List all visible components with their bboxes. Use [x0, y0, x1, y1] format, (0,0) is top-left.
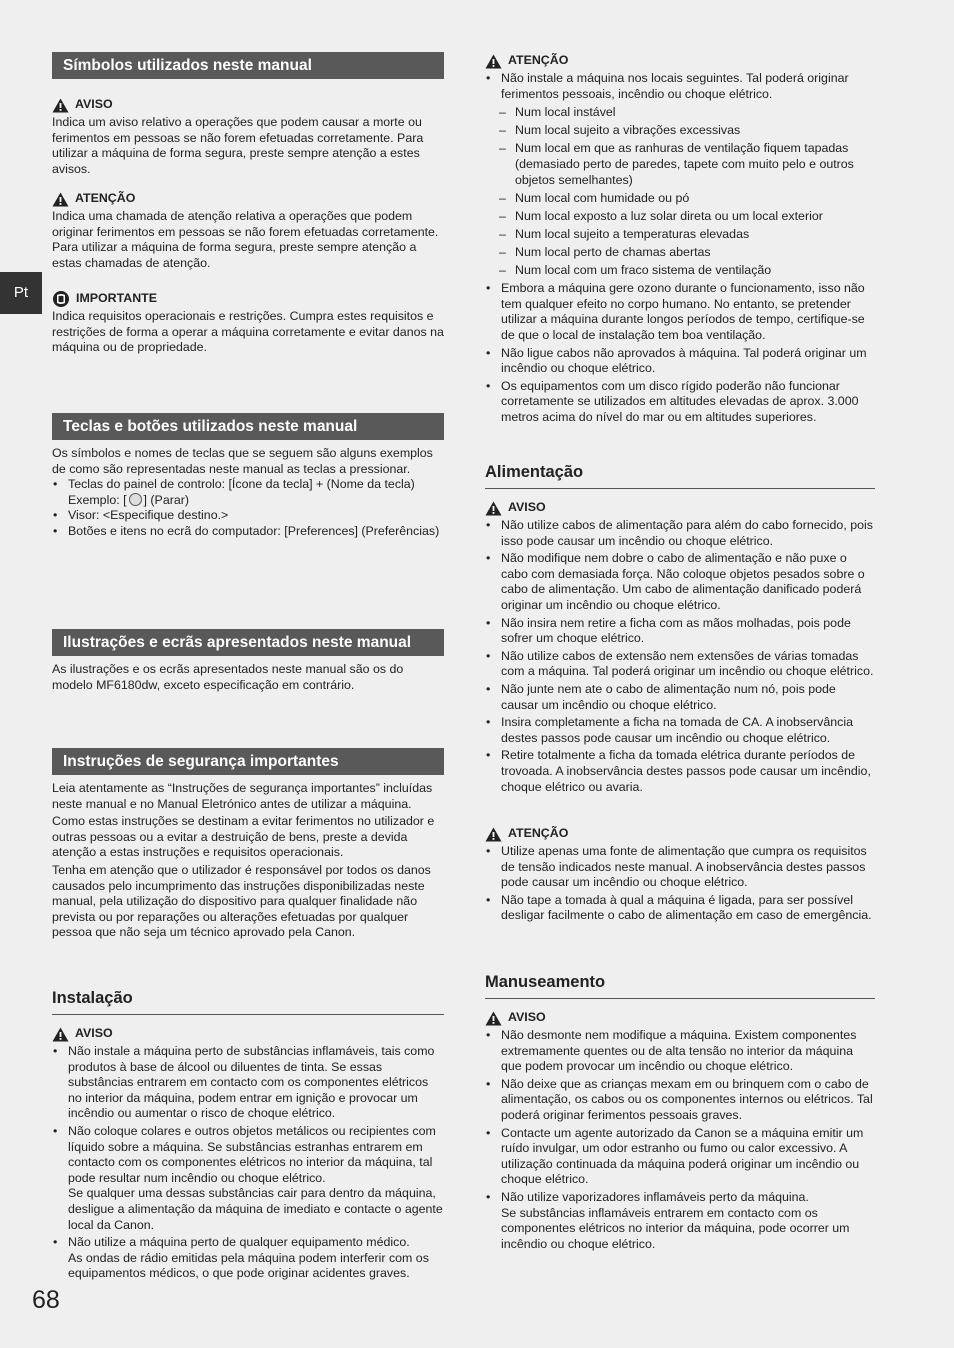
atencao-label: ATENÇÃO [508, 826, 569, 841]
atencao-block [52, 189, 444, 271]
safety-body [52, 781, 444, 941]
list-item: • Utilize apenas uma fonte de alimentação que cumpra os requisitos de tensão indicados neste manual. A inobservância destes passos pode causar um incêndio ou choque elétrico. [485, 844, 875, 891]
list-item: • Não utilize vaporizadores inflamáveis perto da máquina. Se substâncias inflamáveis entrarem em contacto com os componentes elétricos no interior da máquina, pode ocorrer um incêndio ou choque elétrico. [485, 1190, 875, 1252]
warning-icon [52, 98, 69, 113]
aviso-label: AVISO [75, 1026, 113, 1041]
list-item: • Botões e itens no ecrã do computador: [Preferences] (Preferências) [52, 524, 444, 540]
handling-aviso-list [485, 1028, 875, 1252]
aviso-description: Indica um aviso relativo a operações que podem causar a morte ou ferimentos em pessoas se não forem efetuadas corretamente. Para utilizar a máquina de forma segura, preste sempre atenção a estes avisos. [52, 115, 424, 176]
install-atencao-list [485, 71, 875, 425]
illustrations-text: As ilustrações e os ecrãs apresentados neste manual são os do modelo MF6180dw, exceto especificação em contrário. [52, 662, 404, 692]
dash-item: – Num local instável [485, 105, 875, 121]
safety-paragraph: Tenha em atenção que o utilizador é responsável por todos os danos causados pelo incumprimento das instruções disponibilizadas neste manual, pela utilização do dispositivo para qualquer finalidade não prevista ou por reparações ou alterações efetuadas por qualquer pessoa que não seja um técnico aprovado pela Canon. [52, 862, 431, 940]
dash-item: – Num local sujeito a temperaturas elevadas [485, 227, 875, 243]
page-number: 68 [32, 1286, 60, 1314]
list-item: • Não insira nem retire a ficha com as mãos molhadas, pois pode sofrer um choque elétrico. [485, 616, 875, 647]
power-atencao-list [485, 844, 875, 924]
list-item: • Não deixe que as crianças mexam em ou brinquem com o cabo de alimentação, os cabos ou os componentes internos ou elétricos. Tal poderá originar ferimentos pessoais graves. [485, 1077, 875, 1124]
atencao-label: ATENÇÃO [75, 191, 136, 206]
list-item: • Não desmonte nem modifique a máquina. Existem componentes extremamente quentes ou de alta tensão no interior da máquina que podem provocar um incêndio ou choque elétrico. [485, 1028, 875, 1075]
list-item: • Contacte um agente autorizado da Canon se a máquina emitir um ruído invulgar, um odor estranho ou fumo ou calor excessivo. A utilização continuada da máquina poderá originar um incêndio ou choque elétrico. [485, 1126, 875, 1188]
install-atencao-block [485, 51, 875, 425]
importante-description: Indica requisitos operacionais e restrições. Cumpra estes requisitos e restrições de forma a operar a máquina corretamente e evitar danos na máquina ou de propriedade. [52, 309, 444, 355]
aviso-label: AVISO [75, 97, 113, 112]
list-item: • Retire totalmente a ficha da tomada elétrica durante períodos de trovoada. A inobservância destes passos pode causar um incêndio, choque elétrico ou avaria. [485, 748, 875, 795]
list-item: • Insira completamente a ficha na tomada de CA. A inobservância destes passos pode causar um incêndio ou choque elétrico. [485, 715, 875, 746]
warning-icon [52, 192, 69, 207]
keys-intro: Os símbolos e nomes de teclas que se seguem são alguns exemplos de como são representadas neste manual as teclas a pressionar. [52, 446, 433, 476]
keys-list [52, 477, 444, 539]
heading-alimentacao: Alimentação [485, 462, 875, 489]
handling-aviso-block [485, 1008, 875, 1252]
aviso-label: AVISO [508, 500, 546, 515]
warning-icon [485, 501, 502, 516]
power-aviso-list [485, 518, 875, 795]
aviso-block [52, 95, 444, 177]
importante-label: IMPORTANTE [76, 291, 157, 306]
list-item: • Não ligue cabos não aprovados à máquina. Tal poderá originar um incêndio ou choque elétrico. [485, 346, 875, 377]
dash-item: – Num local exposto a luz solar direta ou um local exterior [485, 209, 875, 225]
heading-instalacao: Instalação [52, 988, 444, 1015]
important-icon [52, 290, 70, 308]
dash-item: – Num local perto de chamas abertas [485, 245, 875, 261]
list-item: • Não utilize a máquina perto de qualquer equipamento médico. As ondas de rádio emitidas pela máquina podem interferir com os equipamentos médicos, o que pode originar acidentes graves. [52, 1235, 444, 1282]
warning-icon [485, 1011, 502, 1026]
list-item: • Não utilize cabos de extensão nem extensões de várias tomadas com a máquina. Tal poderá originar um incêndio ou choque elétrico. [485, 649, 875, 680]
keys-body [52, 446, 444, 540]
safety-paragraph: Leia atentamente as “Instruções de segurança importantes” incluídas neste manual e no Manual Eletrónico antes de utilizar a máquina. [52, 781, 433, 811]
list-item: • Não tape a tomada à qual a máquina é ligada, para ser possível desligar facilmente o cabo de alimentação em caso de emergência. [485, 893, 875, 924]
heading-manuseamento: Manuseamento [485, 972, 875, 999]
illustrations-body [52, 662, 444, 693]
list-item: • Embora a máquina gere ozono durante o funcionamento, isso não tem qualquer efeito no corpo humano. No entanto, se pretender utilizar a máquina durante longos períodos de tempo, certifique-se de que o local de instalação tem boa ventilação. [485, 281, 875, 343]
aviso-label: AVISO [508, 1010, 546, 1025]
list-item: • Os equipamentos com um disco rígido poderão não funcionar corretamente se utilizados em altitudes elevadas de aprox. 3.000 metros acima do nível do mar ou em altitudes superiores. [485, 379, 875, 426]
importante-block [52, 289, 444, 356]
safety-paragraph: Como estas instruções se destinam a evitar ferimentos no utilizador e outras pessoas ou a evitar a destruição de bens, preste a devida atenção a estas instruções e requisitos operacionais. [52, 814, 435, 860]
list-item: • Não modifique nem dobre o cabo de alimentação e não puxe o cabo com demasiada força. Não coloque objetos pesados sobre o cabo de alimentação. Um cabo de alimentação danificado poderá originar um incêndio ou choque elétrico. [485, 551, 875, 613]
warning-icon [485, 54, 502, 69]
section-title-keys: Teclas e botões utilizados neste manual [52, 413, 444, 440]
warning-icon [485, 827, 502, 842]
list-item: • Não utilize cabos de alimentação para além do cabo fornecido, pois isso pode causar um incêndio ou choque elétrico. [485, 518, 875, 549]
list-item: • Não instale a máquina nos locais seguintes. Tal poderá originar ferimentos pessoais, incêndio ou choque elétrico. – Num local instável – Num local sujeito a vibrações excessivas – Num local em que as ranhuras de ventilação fiquem tapadas (demasiado perto de paredes, tapete com muito pelo e outros objetos semelhantes) – Num local com humidade ou pó – Num local exposto a luz solar direta ou um local exterior – Num local sujeito a temperaturas elevadas – Num local perto de chamas abertas – Num local com um fraco sistema de ventilação [485, 71, 875, 279]
warning-icon [52, 1027, 69, 1042]
list-item: • Não instale a máquina perto de substâncias inflamáveis, tais como produtos à base de álcool ou diluentes de tinta. Se essas substâncias entrarem em contacto com os componentes elétricos no interior da máquina, podem entrar em ignição e provocar um incêndio ou aumentar o risco de choque elétrico. [52, 1044, 444, 1122]
power-atencao-block [485, 824, 875, 924]
language-tab: Pt [0, 272, 42, 314]
list-item: • Visor: <Especifique destino.> [52, 508, 444, 524]
install-aviso-block [52, 1024, 444, 1282]
dash-item: – Num local com humidade ou pó [485, 191, 875, 207]
power-aviso-block [485, 498, 875, 795]
atencao-label: ATENÇÃO [508, 53, 569, 68]
dash-item: – Num local em que as ranhuras de ventilação fiquem tapadas (demasiado perto de paredes, tapete com muito pelo e outros objetos semelhantes) [485, 141, 875, 188]
list-item: • Não coloque colares e outros objetos metálicos ou recipientes com líquido sobre a máquina. Se substâncias estranhas entrarem em contacto com os componentes elétricos no interior da máquina, tal pode resultar num incêndio ou choque elétrico. Se qualquer uma dessas substâncias cair para dentro da máquina, desligue a alimentação da máquina de imediato e contacte o agente local da Canon. [52, 1124, 444, 1233]
dash-item: – Num local sujeito a vibrações excessivas [485, 123, 875, 139]
section-title-safety: Instruções de segurança importantes [52, 748, 444, 775]
location-list [485, 105, 875, 278]
stop-key-icon [129, 493, 142, 506]
list-item: • Teclas do painel de controlo: [Ícone da tecla] + (Nome da tecla) Exemplo: [ ] (Parar) [52, 477, 444, 508]
install-aviso-list [52, 1044, 444, 1282]
section-title-symbols: Símbolos utilizados neste manual [52, 52, 444, 79]
atencao-description: Indica uma chamada de atenção relativa a operações que podem originar ferimentos em pessoas se não forem efetuadas corretamente. Para utilizar a máquina de forma segura, preste sempre atenção a estas chamadas de atenção. [52, 209, 439, 270]
list-item: • Não junte nem ate o cabo de alimentação num nó, pois pode causar um incêndio ou choque elétrico. [485, 682, 875, 713]
dash-item: – Num local com um fraco sistema de ventilação [485, 263, 875, 279]
section-title-illustrations: Ilustrações e ecrãs apresentados neste manual [52, 629, 444, 656]
